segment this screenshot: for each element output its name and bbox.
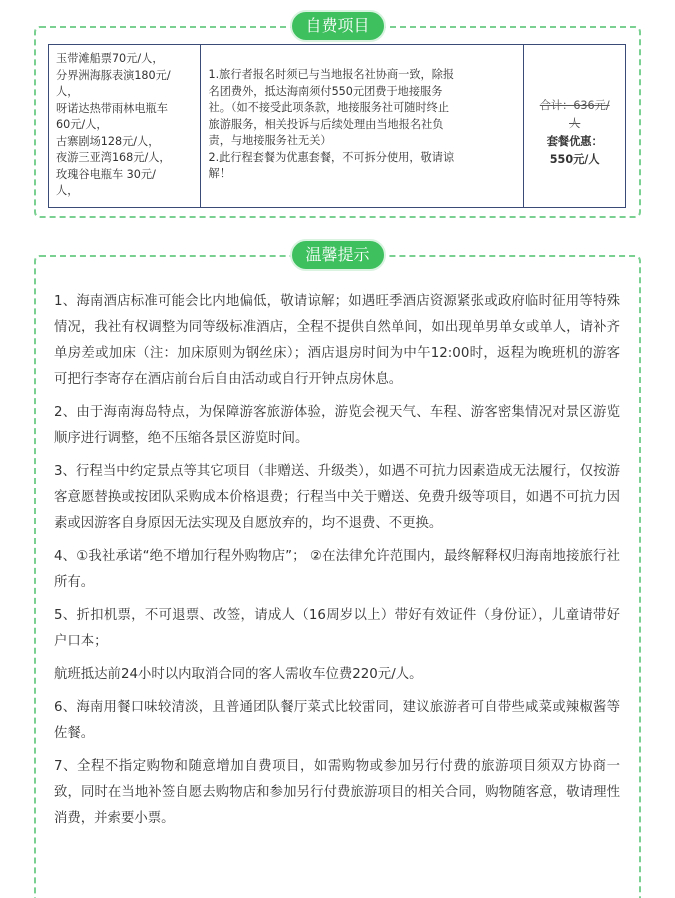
tip-paragraph: 3、行程当中约定景点等其它项目（非赠送、升级类），如遇不可抗力因素造成无法履行，仅按游客意愿替换或按团队采购成本价格退费；行程当中关于赠送、免费升级等项目，如遇不可抗力因素或因游客自身原因无法实现及自愿放弃的，均不退费、不更换。 <box>54 464 620 531</box>
tips-title: 温馨提示 <box>290 239 386 271</box>
note-line: 1.旅行者报名时须已与当地报名社协商一致，除报 <box>208 68 455 81</box>
tip-paragraph: 5、折扣机票，不可退票、改签，请成人（16周岁以上）带好有效证件（身份证），儿童请带好户口本； <box>54 608 620 649</box>
item-line: 古寨剧场128元/人， <box>56 134 160 148</box>
item-line: 夜游三亚湾168元/人， <box>56 151 171 164</box>
note-line: 名团费外，抵达海南须付550元团费于地接服务 <box>208 84 443 98</box>
tip-paragraph: 7、全程不指定购物和随意增加自费项目，如需购物或参加另行付费的旅游项目须双方协商一致，同时在当地补签自愿去购物店和参加另行付费旅游项目的相关合同，购物随客意，敬请理性消费，并索要小票。 <box>54 759 620 826</box>
original-price-unit: 人 <box>569 117 581 130</box>
discount-label: 套餐优惠： <box>546 135 603 148</box>
notes-column <box>201 45 525 207</box>
tip-paragraph: 1、海南酒店标准可能会比内地偏低，敬请谅解；如遇旺季酒店资源紧张或政府临时征用等特殊情况，我社有权调整为同等级标准酒店，全程不提供自然单间，如出现单男单女或单人，请补齐单房差或加床（注：加床原则为钢丝床）；酒店退房时间为中午12:00时，返程为晚班机的游客可把行李寄存在酒店前台后自由活动或自行开钟点房休息。 <box>54 294 620 387</box>
item-line: 人， <box>56 184 79 197</box>
price-column <box>524 45 625 207</box>
optional-items-title: 自费项目 <box>290 10 386 42</box>
note-line: 2.此行程套餐为优惠套餐，不可拆分使用，敬请谅 <box>208 150 455 164</box>
item-line: 玫瑰谷电瓶车 30元/ <box>56 167 156 181</box>
note-line: 责，与地接服务社无关） <box>208 134 332 147</box>
tip-paragraph: 6、海南用餐口味较清淡，且普通团队餐厅菜式比较雷同，建议旅游者可自带些咸菜或辣椒酱等佐餐。 <box>54 700 620 741</box>
tip-paragraph: 2、由于海南海岛特点，为保障游客旅游体验，游览会视天气、车程、游客密集情况对景区游览顺序进行调整，绝不压缩各景区游览时间。 <box>54 405 620 446</box>
tip-paragraph: 4、①我社承诺“绝不增加行程外购物店”； ②在法律允许范围内，最终解释权归海南地接旅行社所有。 <box>54 549 620 590</box>
tips-content <box>54 289 620 839</box>
note-line: 旅游服务，相关投诉与后续处理由当地报名社负 <box>208 117 444 131</box>
item-line: 60元/人， <box>56 118 108 131</box>
item-line: 呀诺达热带雨林电瓶车 <box>56 101 168 115</box>
item-line: 玉带滩船票70元/人， <box>56 52 164 65</box>
discount-price: 550元/人 <box>549 153 600 166</box>
items-column <box>49 45 201 207</box>
original-price: 合计：636元/ <box>539 99 610 112</box>
item-line: 人， <box>56 85 79 98</box>
note-line: 解！ <box>208 167 231 180</box>
note-line: 社。（如不接受此项条款，地接服务社可随时终止 <box>208 101 450 114</box>
optional-items-table <box>48 44 626 208</box>
item-line: 分界洲海豚表演180元/ <box>56 68 171 82</box>
tip-paragraph: 航班抵达前24小时以内取消合同的客人需收车位费220元/人。 <box>54 667 423 682</box>
